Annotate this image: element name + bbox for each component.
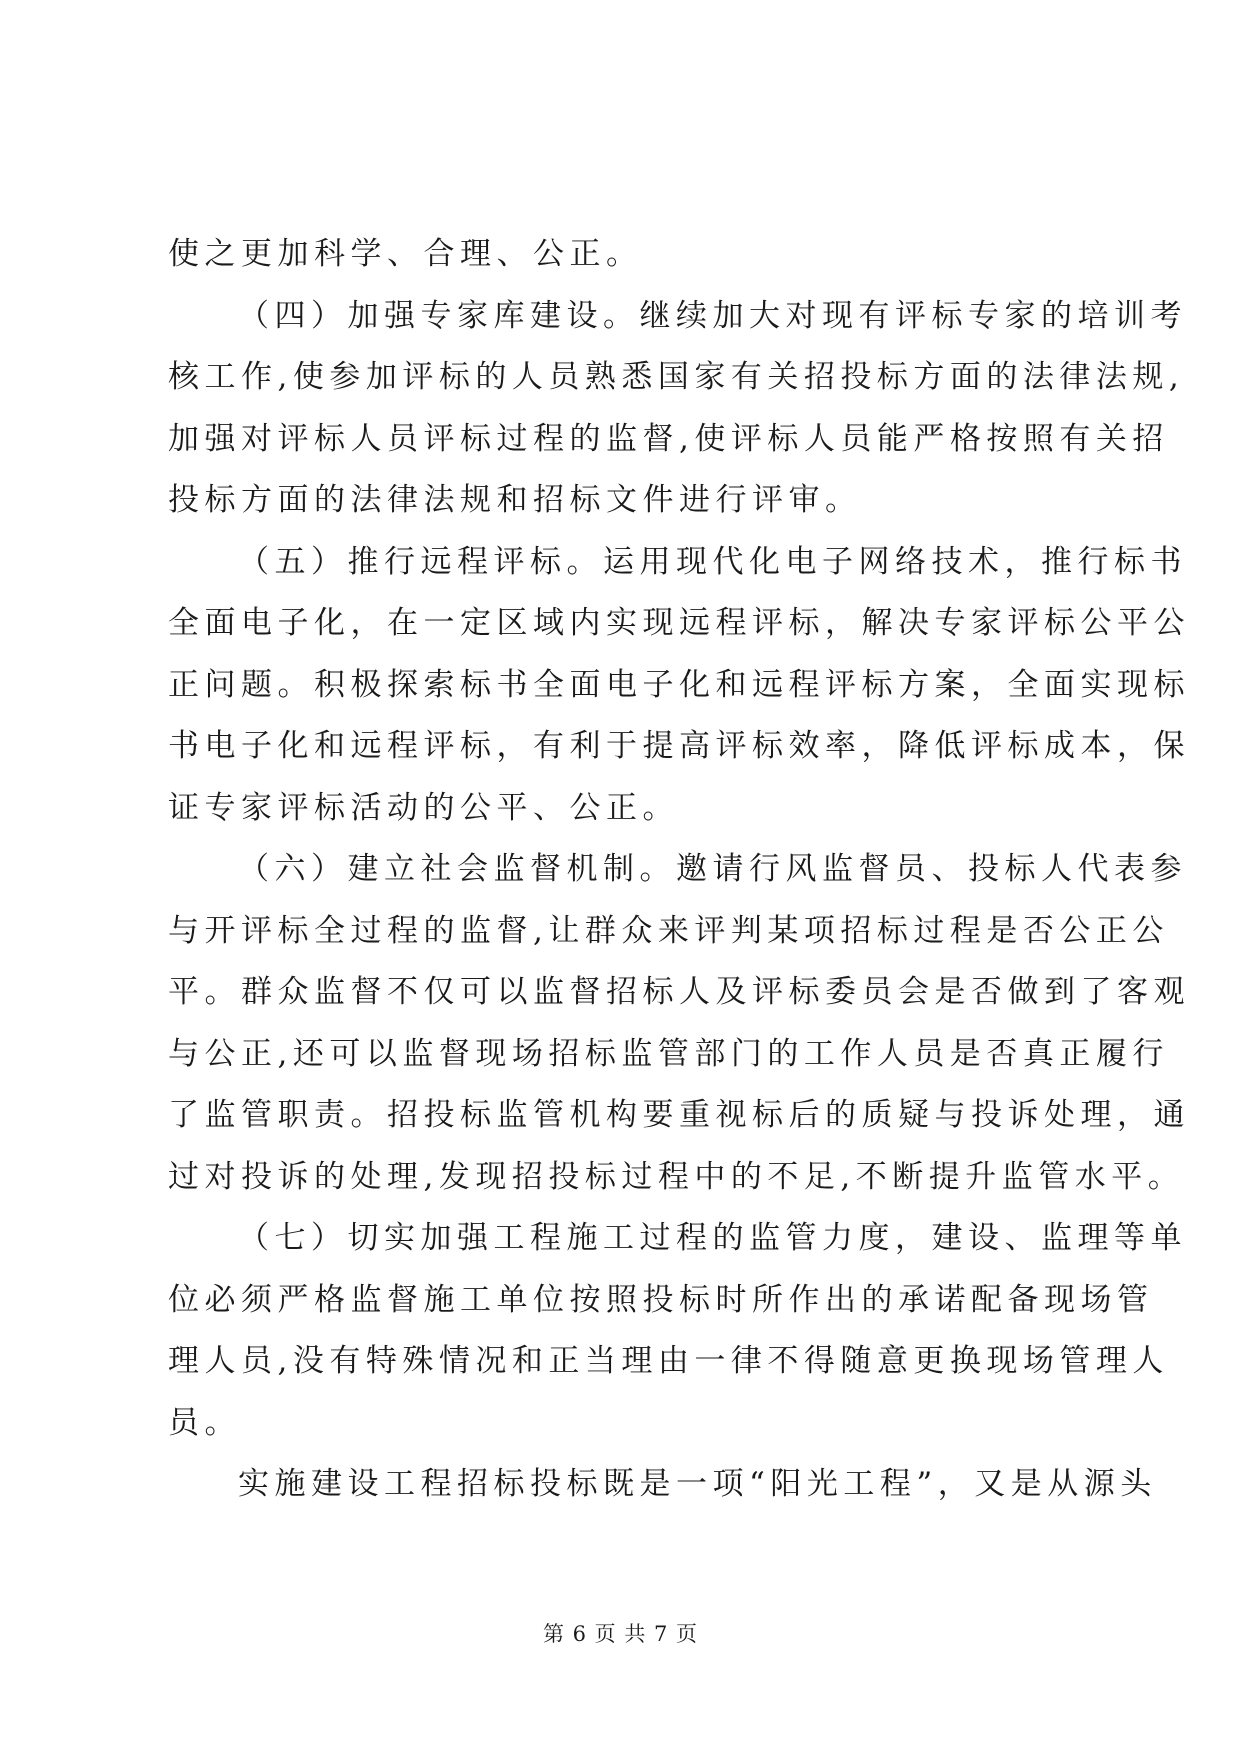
text-line: 实施建设工程招标投标既是一项“阳光工程”，又是从源头 <box>238 1466 1157 1502</box>
text-line: 与公正,还可以监督现场招标监管部门的工作人员是否真正履行 <box>168 1035 1169 1072</box>
text-line: 正问题。积极探索标书全面电子化和远程评标方案，全面实现标 <box>168 666 1190 703</box>
body-text <box>168 224 1190 1516</box>
text-line: 加强对评标人员评标过程的监督,使评标人员能严格按照有关招 <box>168 420 1169 457</box>
text-line: 过对投诉的处理,发现招投标过程中的不足,不断提升监管水平。 <box>168 1158 1185 1195</box>
text-line: 证专家评标活动的公平、公正。 <box>168 789 679 826</box>
text-line: 理人员,没有特殊情况和正当理由一律不得随意更换现场管理人 <box>168 1343 1169 1379</box>
text-line: （七）切实加强工程施工过程的监管力度，建设、监理等单 <box>238 1220 1187 1256</box>
text-line: 核工作,使参加评标的人员熟悉国家有关招投标方面的法律法规, <box>168 359 1185 395</box>
text-line: 了监管职责。招投标监管机构要重视标后的质疑与投诉处理，通 <box>168 1097 1190 1133</box>
page-footer: 第 6 页 共 7 页 <box>542 1622 699 1646</box>
text-line: 使之更加科学、合理、公正。 <box>168 236 643 272</box>
text-line: 位必须严格监督施工单位按照投标时所作出的承诺配备现场管 <box>168 1281 1154 1318</box>
text-line: 平。群众监督不仅可以监督招标人及评标委员会是否做到了客观 <box>168 974 1190 1010</box>
text-line: （四）加强专家库建设。继续加大对现有评标专家的培训考 <box>238 297 1187 334</box>
text-line: 与开评标全过程的监督,让群众来评判某项招标过程是否公正公 <box>168 912 1169 949</box>
text-line: 投标方面的法律法规和招标文件进行评审。 <box>168 482 862 518</box>
text-line: 书电子化和远程评标，有利于提高评标效率，降低评标成本，保 <box>168 728 1190 764</box>
text-line: （五）推行远程评标。运用现代化电子网络技术，推行标书 <box>238 543 1187 580</box>
text-line: 员。 <box>168 1404 241 1441</box>
text-line: 全面电子化，在一定区域内实现远程评标，解决专家评标公平公 <box>168 605 1190 641</box>
text-line: （六）建立社会监督机制。邀请行风监督员、投标人代表参 <box>238 851 1187 887</box>
